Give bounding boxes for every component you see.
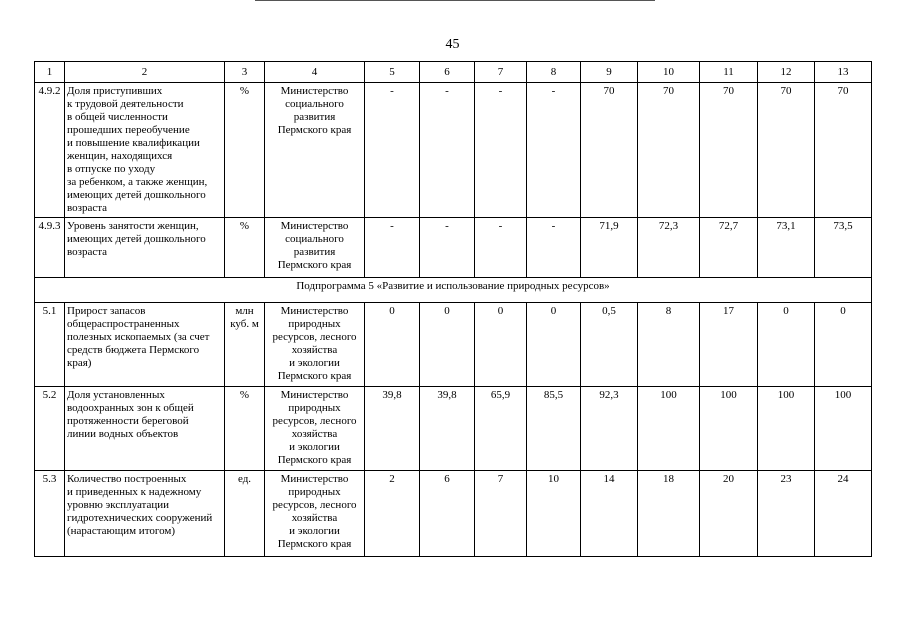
- indicator-name-line: Количество построенных: [67, 473, 187, 485]
- header-cell: 11: [700, 62, 758, 83]
- indicator-number: 4.9.3: [35, 218, 65, 278]
- indicator-value: 70: [638, 83, 700, 218]
- indicator-name-line: Доля приступивших: [67, 85, 163, 97]
- indicator-value: 100: [700, 387, 758, 471]
- indicator-value: 85,5: [527, 387, 581, 471]
- table-row: [35, 83, 872, 218]
- responsible-ministry-line: и экологии: [289, 525, 340, 537]
- indicator-name-line: в общей численности: [67, 111, 168, 123]
- responsible-ministry-line: Пермского края: [277, 124, 352, 136]
- subprogram-title: Подпрограмма 5 «Развитие и использование природных ресурсов»: [35, 278, 872, 303]
- responsible-ministry-line: Пермского края: [277, 259, 352, 271]
- indicator-value: 14: [581, 471, 638, 557]
- indicator-name-line: за ребенком, а также женщин,: [67, 176, 208, 188]
- table-row: [35, 218, 872, 278]
- indicator-name-line: Прирост запасов: [67, 305, 146, 317]
- indicator-value: 39,8: [420, 387, 475, 471]
- header-cell: 12: [758, 62, 815, 83]
- indicator-value: 0,5: [581, 303, 638, 387]
- indicator-name: [65, 83, 225, 218]
- indicator-value: 71,9: [581, 218, 638, 278]
- indicator-value: 17: [700, 303, 758, 387]
- indicator-value: 7: [475, 471, 527, 557]
- indicator-name-line: протяженности береговой: [67, 415, 189, 427]
- indicator-unit: [225, 218, 265, 278]
- header-cell: 3: [225, 62, 265, 83]
- indicator-name: [65, 387, 225, 471]
- indicator-name-line: общераспространенных: [67, 318, 180, 330]
- top-rule: [255, 0, 655, 1]
- header-cell: 4: [265, 62, 365, 83]
- indicator-name-line: линии водных объектов: [67, 428, 179, 440]
- header-cell: 8: [527, 62, 581, 83]
- responsible-ministry-line: и экологии: [289, 357, 340, 369]
- indicator-unit: [225, 471, 265, 557]
- responsible-ministry-line: развития: [293, 111, 336, 123]
- responsible-ministry-line: ресурсов, лесного: [272, 499, 357, 511]
- indicator-value: 70: [700, 83, 758, 218]
- indicator-value: 6: [420, 471, 475, 557]
- indicator-name-line: полезных ископаемых (за счет: [67, 331, 210, 343]
- responsible-ministry: [265, 303, 365, 387]
- indicator-value: 8: [638, 303, 700, 387]
- header-cell: 5: [365, 62, 420, 83]
- responsible-ministry-line: Министерство: [280, 220, 349, 232]
- indicator-table: [34, 61, 872, 557]
- responsible-ministry-line: природных: [288, 318, 341, 330]
- indicator-value: 92,3: [581, 387, 638, 471]
- indicator-value: 2: [365, 471, 420, 557]
- indicator-number: 5.1: [35, 303, 65, 387]
- responsible-ministry-line: Министерство: [280, 473, 349, 485]
- indicator-value: 72,3: [638, 218, 700, 278]
- indicator-value: -: [527, 83, 581, 218]
- indicator-value: 0: [420, 303, 475, 387]
- indicator-unit-line: %: [239, 389, 250, 401]
- responsible-ministry-line: и экологии: [289, 441, 340, 453]
- indicator-name-line: возраста: [67, 246, 108, 258]
- indicator-value: -: [420, 218, 475, 278]
- header-cell: 13: [815, 62, 872, 83]
- responsible-ministry: [265, 387, 365, 471]
- indicator-number: 5.2: [35, 387, 65, 471]
- indicator-unit-line: %: [239, 220, 250, 232]
- indicator-value: -: [365, 83, 420, 218]
- indicator-name-line: Уровень занятости женщин,: [67, 220, 199, 232]
- page-number: 45: [445, 37, 460, 52]
- subprogram-row: [35, 278, 872, 303]
- table-row: [35, 387, 872, 471]
- responsible-ministry-line: ресурсов, лесного: [272, 415, 357, 427]
- responsible-ministry-line: природных: [288, 486, 341, 498]
- indicator-name-line: водоохранных зон к общей: [67, 402, 194, 414]
- indicator-name-line: гидротехнических сооружений: [67, 512, 213, 524]
- responsible-ministry-line: социального: [285, 233, 344, 245]
- indicator-name: [65, 218, 225, 278]
- indicator-value: 72,7: [700, 218, 758, 278]
- indicator-value: -: [365, 218, 420, 278]
- indicator-unit-line: %: [239, 85, 250, 97]
- indicator-value: 100: [815, 387, 872, 471]
- indicator-unit: [225, 83, 265, 218]
- indicator-value: 23: [758, 471, 815, 557]
- responsible-ministry-line: Министерство: [280, 305, 349, 317]
- indicator-name-line: имеющих детей дошкольного: [67, 233, 206, 245]
- responsible-ministry-line: природных: [288, 402, 341, 414]
- responsible-ministry-line: социального: [285, 98, 344, 110]
- indicator-name-line: края): [67, 357, 92, 369]
- indicator-unit: [225, 303, 265, 387]
- indicator-value: 20: [700, 471, 758, 557]
- indicator-value: 70: [815, 83, 872, 218]
- indicator-number: 4.9.2: [35, 83, 65, 218]
- responsible-ministry-line: хозяйства: [291, 428, 338, 440]
- indicator-name-line: и повышение квалификации: [67, 137, 200, 149]
- responsible-ministry-line: Пермского края: [277, 454, 352, 466]
- indicator-unit-line: куб. м: [230, 318, 259, 330]
- header-cell: 7: [475, 62, 527, 83]
- indicator-value: 0: [527, 303, 581, 387]
- indicator-name-line: уровню эксплуатации: [67, 499, 170, 511]
- indicator-number: 5.3: [35, 471, 65, 557]
- indicator-value: 0: [758, 303, 815, 387]
- header-cell: 2: [65, 62, 225, 83]
- indicator-value: -: [420, 83, 475, 218]
- indicator-name-line: в отпуске по уходу: [67, 163, 156, 175]
- table-header-row: [35, 62, 872, 83]
- responsible-ministry-line: Пермского края: [277, 538, 352, 550]
- responsible-ministry: [265, 471, 365, 557]
- responsible-ministry-line: хозяйства: [291, 344, 338, 356]
- indicator-name-line: и приведенных к надежному: [67, 486, 202, 498]
- indicator-value: -: [475, 218, 527, 278]
- indicator-value: 70: [581, 83, 638, 218]
- table-row: [35, 471, 872, 557]
- indicator-unit-line: млн: [235, 305, 254, 317]
- indicator-name-line: к трудовой деятельности: [67, 98, 184, 110]
- indicator-name-line: Доля установленных: [67, 389, 165, 401]
- indicator-value: 18: [638, 471, 700, 557]
- header-cell: 1: [35, 62, 65, 83]
- indicator-name-line: средств бюджета Пермского: [67, 344, 200, 356]
- indicator-value: 0: [815, 303, 872, 387]
- responsible-ministry-line: хозяйства: [291, 512, 338, 524]
- indicator-name: [65, 303, 225, 387]
- indicator-value: 100: [638, 387, 700, 471]
- indicator-name-line: (нарастающим итогом): [67, 525, 176, 537]
- responsible-ministry-line: Министерство: [280, 389, 349, 401]
- indicator-value: 70: [758, 83, 815, 218]
- responsible-ministry-line: ресурсов, лесного: [272, 331, 357, 343]
- indicator-name-line: прошедших переобучение: [67, 124, 190, 136]
- indicator-value: 73,5: [815, 218, 872, 278]
- indicator-value: -: [527, 218, 581, 278]
- responsible-ministry: [265, 83, 365, 218]
- responsible-ministry: [265, 218, 365, 278]
- indicator-value: 65,9: [475, 387, 527, 471]
- table-row: [35, 303, 872, 387]
- indicator-value: 0: [475, 303, 527, 387]
- indicator-value: -: [475, 83, 527, 218]
- indicator-value: 24: [815, 471, 872, 557]
- indicator-value: 73,1: [758, 218, 815, 278]
- indicator-name: [65, 471, 225, 557]
- header-cell: 10: [638, 62, 700, 83]
- indicator-unit: [225, 387, 265, 471]
- indicator-name-line: возраста: [67, 202, 108, 214]
- indicator-value: 39,8: [365, 387, 420, 471]
- indicator-value: 10: [527, 471, 581, 557]
- responsible-ministry-line: развития: [293, 246, 336, 258]
- responsible-ministry-line: Министерство: [280, 85, 349, 97]
- responsible-ministry-line: Пермского края: [277, 370, 352, 382]
- indicator-unit-line: ед.: [237, 473, 252, 485]
- indicator-value: 100: [758, 387, 815, 471]
- header-cell: 9: [581, 62, 638, 83]
- header-cell: 6: [420, 62, 475, 83]
- indicator-name-line: женщин, находящихся: [67, 150, 173, 162]
- indicator-value: 0: [365, 303, 420, 387]
- indicator-name-line: имеющих детей дошкольного: [67, 189, 206, 201]
